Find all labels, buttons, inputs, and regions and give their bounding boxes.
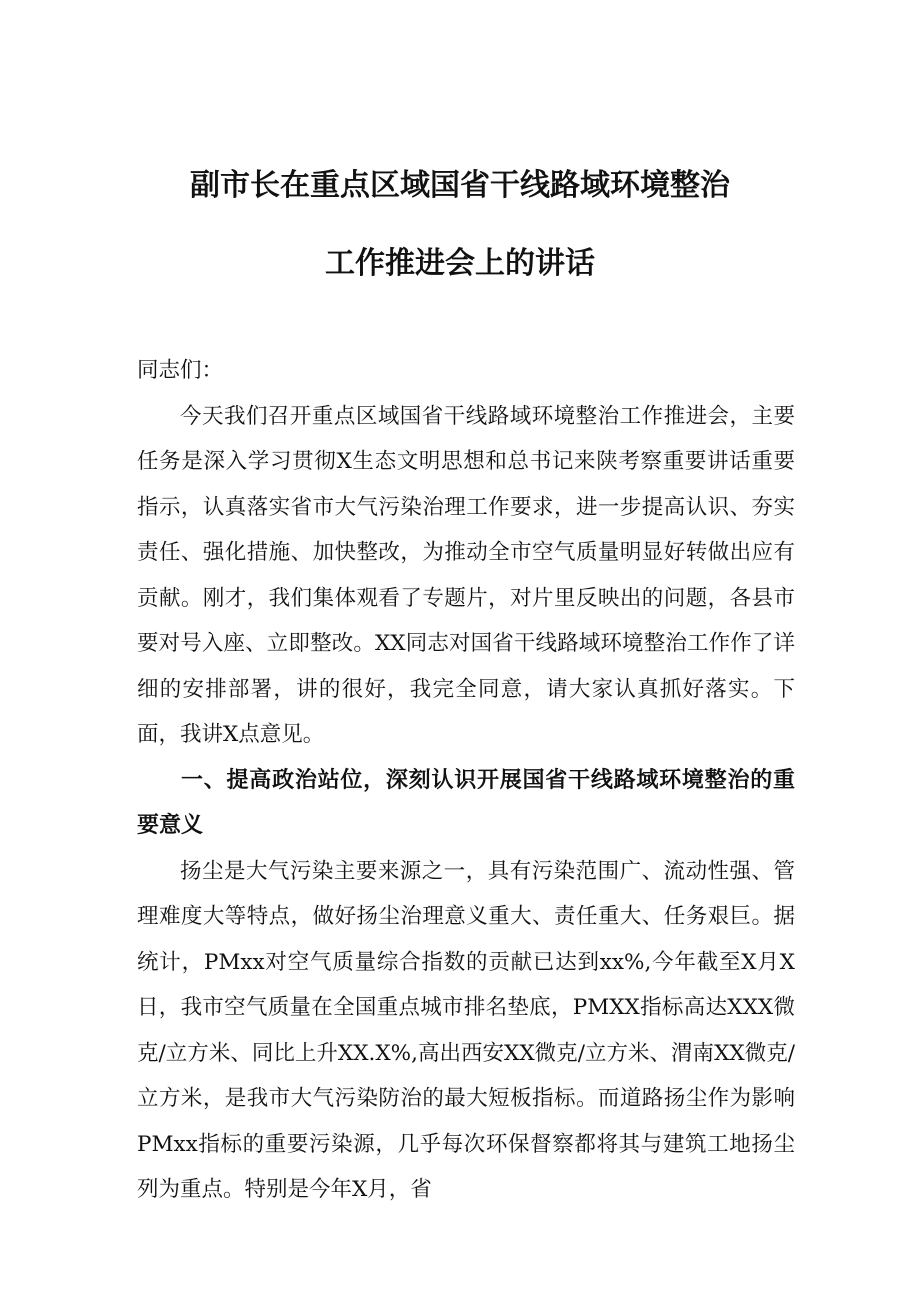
document-body <box>137 348 795 1213</box>
paragraph-1: 今天我们召开重点区域国省干线路域环境整治工作推进会，主要任务是深入学习贯彻X生态文明思想和总书记来陕考察重要讲话重要指示，认真落实省市大气污染治理工作要求，进一步提高认识、夯实责任、强化措施、加快整改，为推动全市空气质量明显好转做出应有贡献。刚才，我们集体观看了专题片，对片里反映出的问题，各县市要对号入座、立即整改。XX同志对国省干线路域环境整治工作作了详细的安排部署，讲的很好，我完全同意，请大家认真抓好落实。下面，我讲X点意见。 <box>137 403 795 747</box>
paragraph-2: 扬尘是大气污染主要来源之一，具有污染范围广、流动性强、管理难度大等特点，做好扬尘治理意义重大、责任重大、任务艰巨。据统计，PMxx对空气质量综合指数的贡献已达到xx%,今年截至X月X日，我市空气质量在全国重点城市排名垫底，PMXX指标高达XXX微克/立方米、同比上升XX.X%,高出西安XX微克/立方米、渭南XX微克/立方米，是我市大气污染防治的最大短板指标。而道路扬尘作为影响PMxx指标的重要污染源，几乎每次环保督察都将其与建筑工地扬尘列为重点。特别是今年X月，省 <box>137 858 795 1202</box>
section-heading-1: 一、提高政治站位，深刻认识开展国省干线路域环境整治的重要意义 <box>137 767 795 838</box>
document-title-line-2: 工作推进会上的讲话 <box>325 246 595 281</box>
document-title-line-1: 副市长在重点区域国省干线路域环境整治 <box>190 168 730 203</box>
salutation: 同志们： <box>137 358 224 383</box>
